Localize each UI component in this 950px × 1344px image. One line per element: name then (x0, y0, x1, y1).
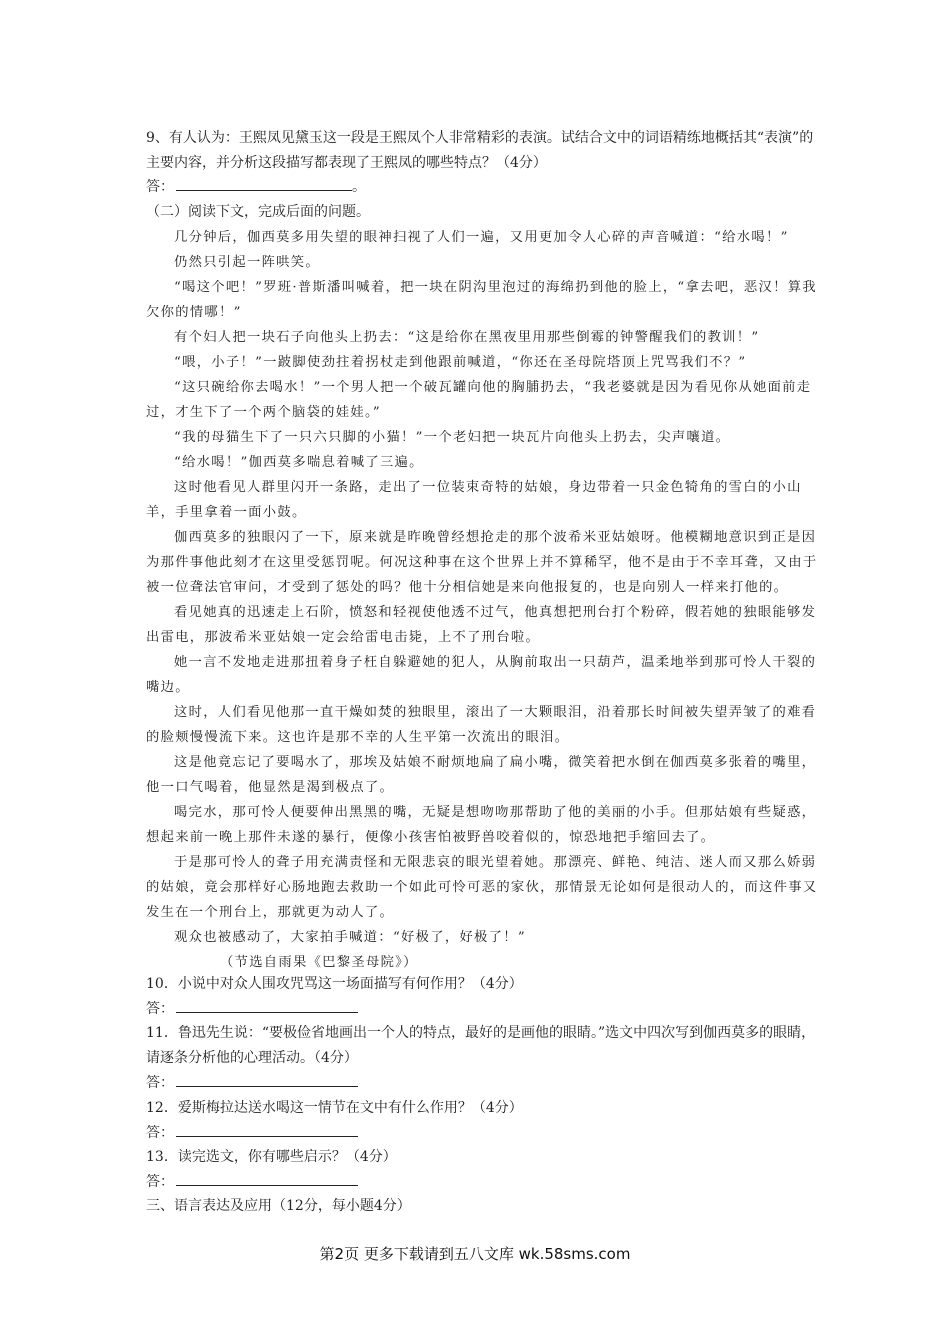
passage-paragraph: 仍然只引起一阵哄笑。 (174, 255, 320, 270)
passage-paragraph: “喂，小子！”一跛脚使劲拄着拐杖走到他跟前喊道，“你还在圣母院塔顶上咒骂我们不？” (174, 355, 747, 370)
reading-passage (146, 225, 818, 975)
question-10: 10．小说中对众人围攻咒骂这一场面描写有何作用？（4分） (146, 976, 523, 992)
question-12: 12．爱斯梅拉达送水喝这一情节在文中有什么作用？（4分） (146, 1100, 523, 1116)
answer-line-9 (146, 175, 366, 199)
passage-source: （节选自雨果《巴黎圣母院》） (220, 955, 418, 970)
passage-paragraph: 伽西莫多的独眼闪了一下，原来就是昨晚曾经想抢走的那个波希米亚姑娘呀。他模糊地意识到正是因为那件事他此刻才在这里受惩罚呢。何况这种事在这个世界上并不算稀罕，他不是由于不幸耳聋，又由于被一位聋法官审问，才受到了惩处的吗？他十分相信她是来向他报复的，也是向别人一样来打他的。 (146, 530, 818, 595)
passage-paragraph: 这时他看见人群里闪开一条路，走出了一位装束奇特的姑娘，身边带着一只金色犄角的雪白的小山羊，手里拿着一面小鼓。 (146, 480, 802, 520)
page-footer: 第2页 更多下载请到五八文库 wk.58sms.com (319, 1245, 631, 1263)
answer-blank[interactable] (176, 997, 358, 1013)
passage-paragraph: 于是那可怜人的聋子用充满责怪和无限悲哀的眼光望着她。那漂亮、鲜艳、纯洁、迷人而又那么娇弱的姑娘，竟会那样好心肠地跑去救助一个如此可怜可恶的家伙，那情景无论如何是很动人的，而这件事又发生在一个刑台上，那就更为动人了。 (146, 855, 818, 920)
answer-line-11 (146, 1071, 358, 1095)
passage-paragraph: 这是他竟忘记了要喝水了，那埃及姑娘不耐烦地扁了扁小嘴，微笑着把水倒在伽西莫多张着的嘴里，他一口气喝着，他显然是渴到极点了。 (146, 755, 817, 795)
passage-paragraph: “我的母猫生下了一只六只脚的小猫！”一个老妇把一块瓦片向他头上扔去，尖声嚷道。 (174, 430, 731, 445)
question-9: 9、有人认为：王熙凤见黛玉这一段是王熙凤个人非常精彩的表演。试结合文中的词语精练地概括其“表演”的主要内容，并分析这段描写都表现了王熙凤的哪些特点？（4分） (146, 130, 814, 171)
answer-blank[interactable] (176, 175, 352, 191)
answer-line-12 (146, 1121, 358, 1145)
section-3-title: 三、语言表达及应用（12分，每小题4分） (146, 1198, 411, 1214)
answer-label: 答： (146, 179, 174, 195)
answer-label: 答： (146, 1125, 174, 1141)
passage-paragraph: 她一言不发地走进那扭着身子枉自躲避她的犯人，从胸前取出一只葫芦，温柔地举到那可怜人干裂的嘴边。 (146, 655, 817, 695)
answer-blank[interactable] (176, 1121, 358, 1137)
answer-end: 。 (352, 179, 366, 195)
passage-paragraph: “给水喝！”伽西莫多喘息着喊了三遍。 (174, 455, 424, 470)
question-11: 11．鲁迅先生说：“要极俭省地画出一个人的特点，最好的是画他的眼睛。”选文中四次写到伽西莫多的眼睛，请逐条分析他的心理活动。（4分） (146, 1025, 816, 1066)
question-13: 13．读完选文，你有哪些启示？（4分） (146, 1149, 397, 1165)
answer-blank[interactable] (176, 1170, 358, 1186)
passage-paragraph: “喝这个吧！”罗班·普斯潘叫喊着，把一块在阴沟里泡过的海绵扔到他的脸上，“拿去吧，恶汉！算我欠你的情哪！” (146, 280, 817, 320)
passage-paragraph: 看见她真的迅速走上石阶，愤怒和轻视使他透不过气，他真想把刑台打个粉碎，假若她的独眼能够发出雷电，那波希米亚姑娘一定会给雷电击毙，上不了刑台啦。 (146, 605, 817, 645)
answer-label: 答： (146, 1001, 174, 1017)
answer-line-10 (146, 997, 358, 1021)
section-2-title: （二）阅读下文，完成后面的问题。 (146, 204, 370, 220)
passage-paragraph: 有个妇人把一块石子向他头上扔去：“这是给你在黑夜里用那些倒霉的钟警醒我们的教训！” (174, 330, 760, 345)
passage-paragraph: 这时，人们看见他那一直干燥如焚的独眼里，滚出了一大颗眼泪，沿着那长时间被失望弄皱了的难看的脸颊慢慢流下来。这也许是那不幸的人生平第一次流出的眼泪。 (146, 705, 817, 745)
passage-paragraph: “这只碗给你去喝水！”一个男人把一个破瓦罐向他的胸脯扔去，“我老婆就是因为看见你从她面前走过，才生下了一个两个脑袋的娃娃。” (146, 380, 812, 420)
answer-label: 答： (146, 1075, 174, 1091)
passage-paragraph: 喝完水，那可怜人便要伸出黑黑的嘴，无疑是想吻吻那帮助了他的美丽的小手。但那姑娘有些疑惑，想起来前一晚上那件未遂的暴行，便像小孩害怕被野兽咬着似的，惊恐地把手缩回去了。 (146, 805, 817, 845)
answer-line-13 (146, 1170, 358, 1194)
passage-paragraph: 观众也被感动了，大家拍手喊道：“好极了，好极了！” (174, 930, 526, 945)
answer-label: 答： (146, 1174, 174, 1190)
answer-blank[interactable] (176, 1071, 358, 1087)
passage-paragraph: 几分钟后，伽西莫多用失望的眼神扫视了人们一遍，又用更加令人心碎的声音喊道：“给水喝！” (174, 230, 789, 245)
